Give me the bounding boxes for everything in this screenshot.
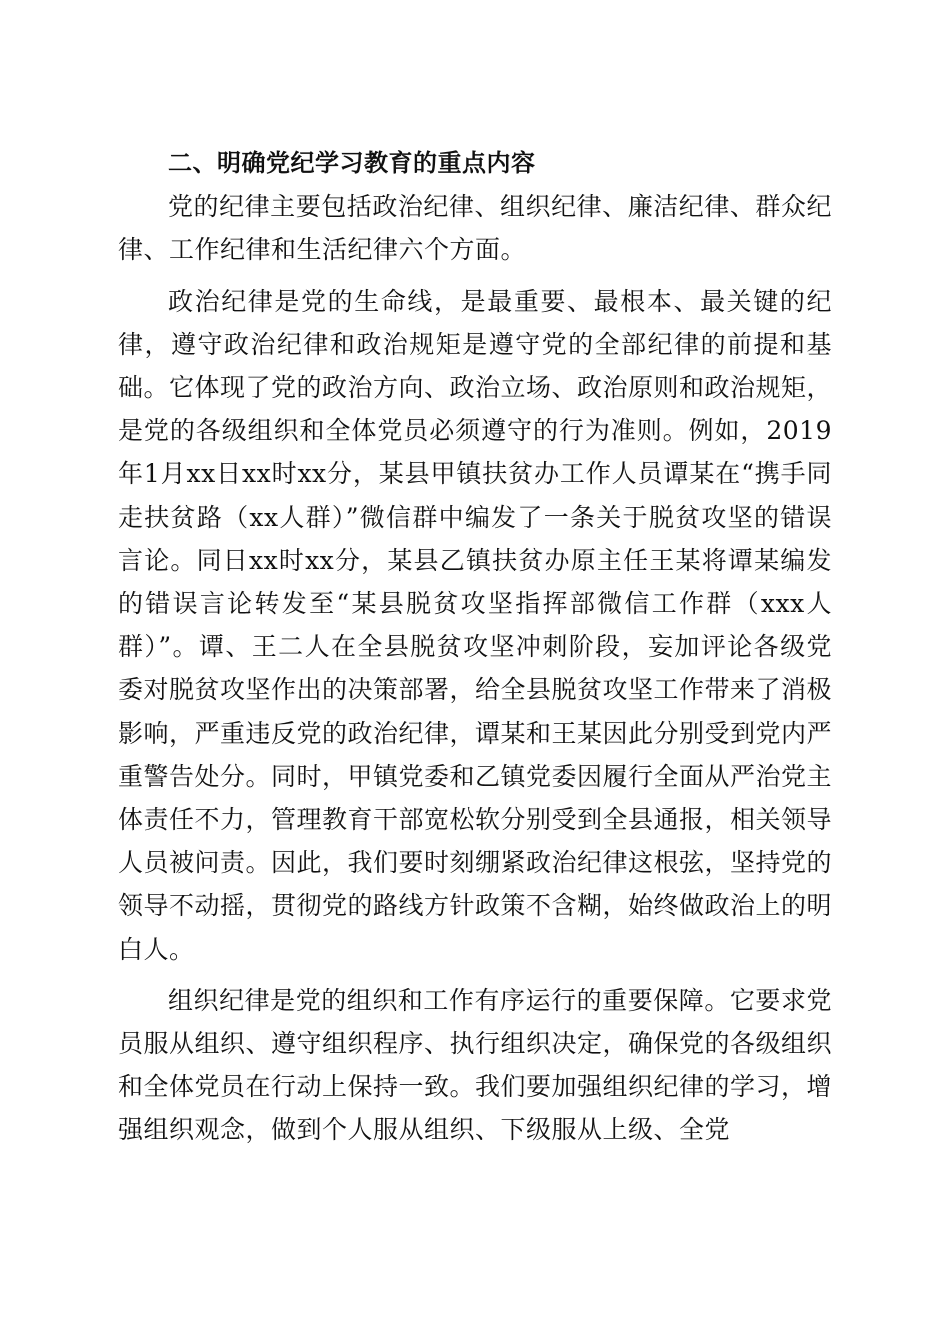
section-heading: 二、明确党纪学习教育的重点内容 xyxy=(168,149,536,177)
paragraph-organizational-discipline: 组织纪律是党的组织和工作有序运行的重要保障。它要求党员服从组织、遵守组织程序、执行组织决定，确保党的各级组织和全体党员在行动上保持一致。我们要加强组织纪律的学习，增强组织观念，做到个人服从组织、下级服从上级、全党 xyxy=(118,985,833,1145)
document-body xyxy=(118,142,832,1152)
paragraph-political-discipline: 政治纪律是党的生命线，是最重要、最根本、最关键的纪律，遵守政治纪律和政治规矩是遵守党的全部纪律的前提和基础。它体现了党的政治方向、政治立场、政治原则和政治规矩，是党的各级组织和全体党员必须遵守的行为准则。例如，2019年1月xx日xx时xx分，某县甲镇扶贫办工作人员谭某在“携手同走扶贫路（xx人群）”微信群中编发了一条关于脱贫攻坚的错误言论。同日xx时xx分，某县乙镇扶贫办原主任王某将谭某编发的错误言论转发至“某县脱贫攻坚指挥部微信工作群（xxx人群）”。谭、王二人在全县脱贫攻坚冲刺阶段，妄加评论各级党委对脱贫攻坚作出的决策部署，给全县脱贫攻坚工作带来了消极影响，严重违反党的政治纪律，谭某和王某因此分别受到党内严重警告处分。同时，甲镇党委和乙镇党委因履行全面从严治党主体责任不力，管理教育干部宽松软分别受到全县通报，相关领导人员被问责。因此，我们要时刻绷紧政治纪律这根弦，坚持党的领导不动摇，贯彻党的路线方针政策不含糊，始终做政治上的明白人。 xyxy=(118,286,833,964)
paragraph-overview: 党的纪律主要包括政治纪律、组织纪律、廉洁纪律、群众纪律、工作纪律和生活纪律六个方面。 xyxy=(118,192,832,265)
